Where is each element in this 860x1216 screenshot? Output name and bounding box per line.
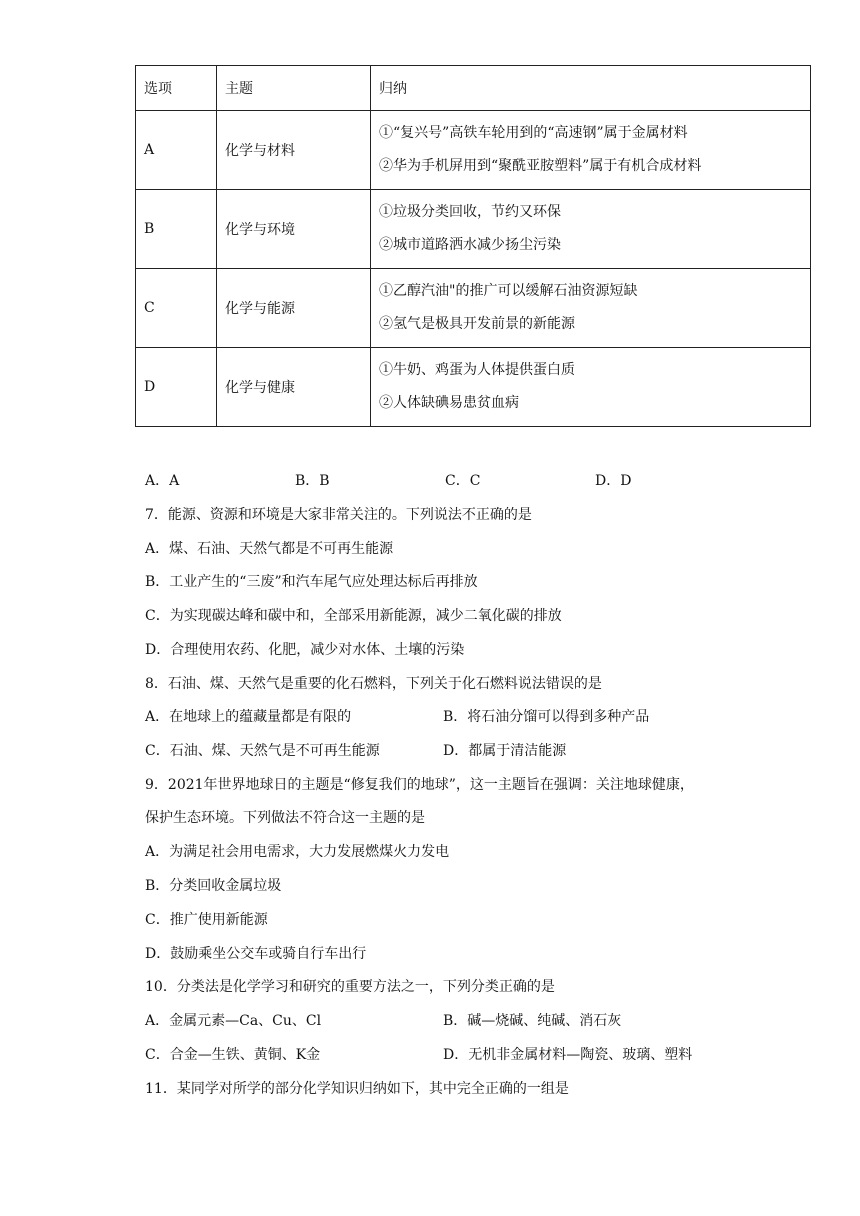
q9-option-b[interactable]: B．分类回收金属垃圾 <box>145 878 282 894</box>
summary-item: ②人体缺碘易患贫血病 <box>379 395 519 411</box>
header-option: 选项 <box>136 66 217 111</box>
q10-option-a[interactable]: A．金属元素—Ca、Cu、Cl <box>145 1013 322 1029</box>
q9-option-c[interactable]: C．推广使用新能源 <box>145 912 268 928</box>
q8-option-c[interactable]: C．石油、煤、天然气是不可再生能源 <box>145 743 380 759</box>
row-option: A <box>136 111 217 190</box>
knowledge-summary-table <box>135 65 811 427</box>
q8-option-d[interactable]: D．都属于清洁能源 <box>443 743 567 759</box>
q6-option-c[interactable]: C．C <box>445 473 481 489</box>
summary-item: ①牛奶、鸡蛋为人体提供蛋白质 <box>379 362 575 378</box>
row-topic: 化学与环境 <box>217 190 371 269</box>
row-topic: 化学与健康 <box>217 348 371 427</box>
summary-item: ②华为手机屏用到“聚酰亚胺塑料”属于有机合成材料 <box>379 158 702 174</box>
q10-option-d[interactable]: D．无机非金属材料—陶瓷、玻璃、塑料 <box>443 1047 693 1063</box>
q9-stem-line-2: 保护生态环境。下列做法不符合这一主题的是 <box>145 810 425 826</box>
q8-option-a[interactable]: A．在地球上的蕴藏量都是有限的 <box>145 709 352 725</box>
q7-option-c[interactable]: C．为实现碳达峰和碳中和，全部采用新能源，减少二氧化碳的排放 <box>145 608 562 624</box>
row-summary <box>371 190 811 269</box>
row-option: C <box>136 269 217 348</box>
row-option: B <box>136 190 217 269</box>
q6-option-a[interactable]: A．A <box>145 473 180 489</box>
q6-option-b[interactable]: B．B <box>295 473 330 489</box>
table-row <box>136 348 811 427</box>
table-row <box>136 111 811 190</box>
summary-item: ①垃圾分类回收，节约又环保 <box>379 204 561 220</box>
row-summary <box>371 111 811 190</box>
q7-option-d[interactable]: D．合理使用农药、化肥，减少对水体、土壤的污染 <box>145 642 465 658</box>
q8-stem: 8．石油、煤、天然气是重要的化石燃料，下列关于化石燃料说法错误的是 <box>145 676 602 692</box>
q7-stem: 7．能源、资源和环境是大家非常关注的。下列说法不正确的是 <box>145 507 532 523</box>
table-row <box>136 269 811 348</box>
q9-stem-line-1: 9．2021年世界地球日的主题是“修复我们的地球”，这一主题旨在强调：关注地球健康， <box>145 777 694 793</box>
row-summary <box>371 269 811 348</box>
q10-stem: 10．分类法是化学学习和研究的重要方法之一，下列分类正确的是 <box>145 979 555 995</box>
summary-item: ①“复兴号”高铁车轮用到的“高速钢”属于金属材料 <box>379 125 688 141</box>
row-topic: 化学与能源 <box>217 269 371 348</box>
header-topic: 主题 <box>217 66 371 111</box>
q9-option-a[interactable]: A．为满足社会用电需求，大力发展燃煤火力发电 <box>145 844 450 860</box>
summary-item: ②城市道路洒水减少扬尘污染 <box>379 237 561 253</box>
q7-option-b[interactable]: B．工业产生的“三废”和汽车尾气应处理达标后再排放 <box>145 574 478 590</box>
q11-stem: 11．某同学对所学的部分化学知识归纳如下，其中完全正确的一组是 <box>145 1081 569 1097</box>
q7-option-a[interactable]: A．煤、石油、天然气都是不可再生能源 <box>145 541 394 557</box>
q10-option-c[interactable]: C．合金—生铁、黄铜、K金 <box>145 1047 321 1063</box>
summary-item: ①乙醇汽油"的推广可以缓解石油资源短缺 <box>379 283 638 299</box>
table-row <box>136 190 811 269</box>
q9-option-d[interactable]: D．鼓励乘坐公交车或骑自行车出行 <box>145 946 367 962</box>
q10-option-b[interactable]: B．碱—烧碱、纯碱、消石灰 <box>443 1013 622 1029</box>
row-summary <box>371 348 811 427</box>
row-option: D <box>136 348 217 427</box>
header-summary: 归纳 <box>371 66 811 111</box>
summary-item: ②氢气是极具开发前景的新能源 <box>379 316 575 332</box>
table-header-row <box>136 66 811 111</box>
q6-option-d[interactable]: D．D <box>595 473 632 489</box>
row-topic: 化学与材料 <box>217 111 371 190</box>
q8-option-b[interactable]: B．将石油分馏可以得到多种产品 <box>443 709 650 725</box>
